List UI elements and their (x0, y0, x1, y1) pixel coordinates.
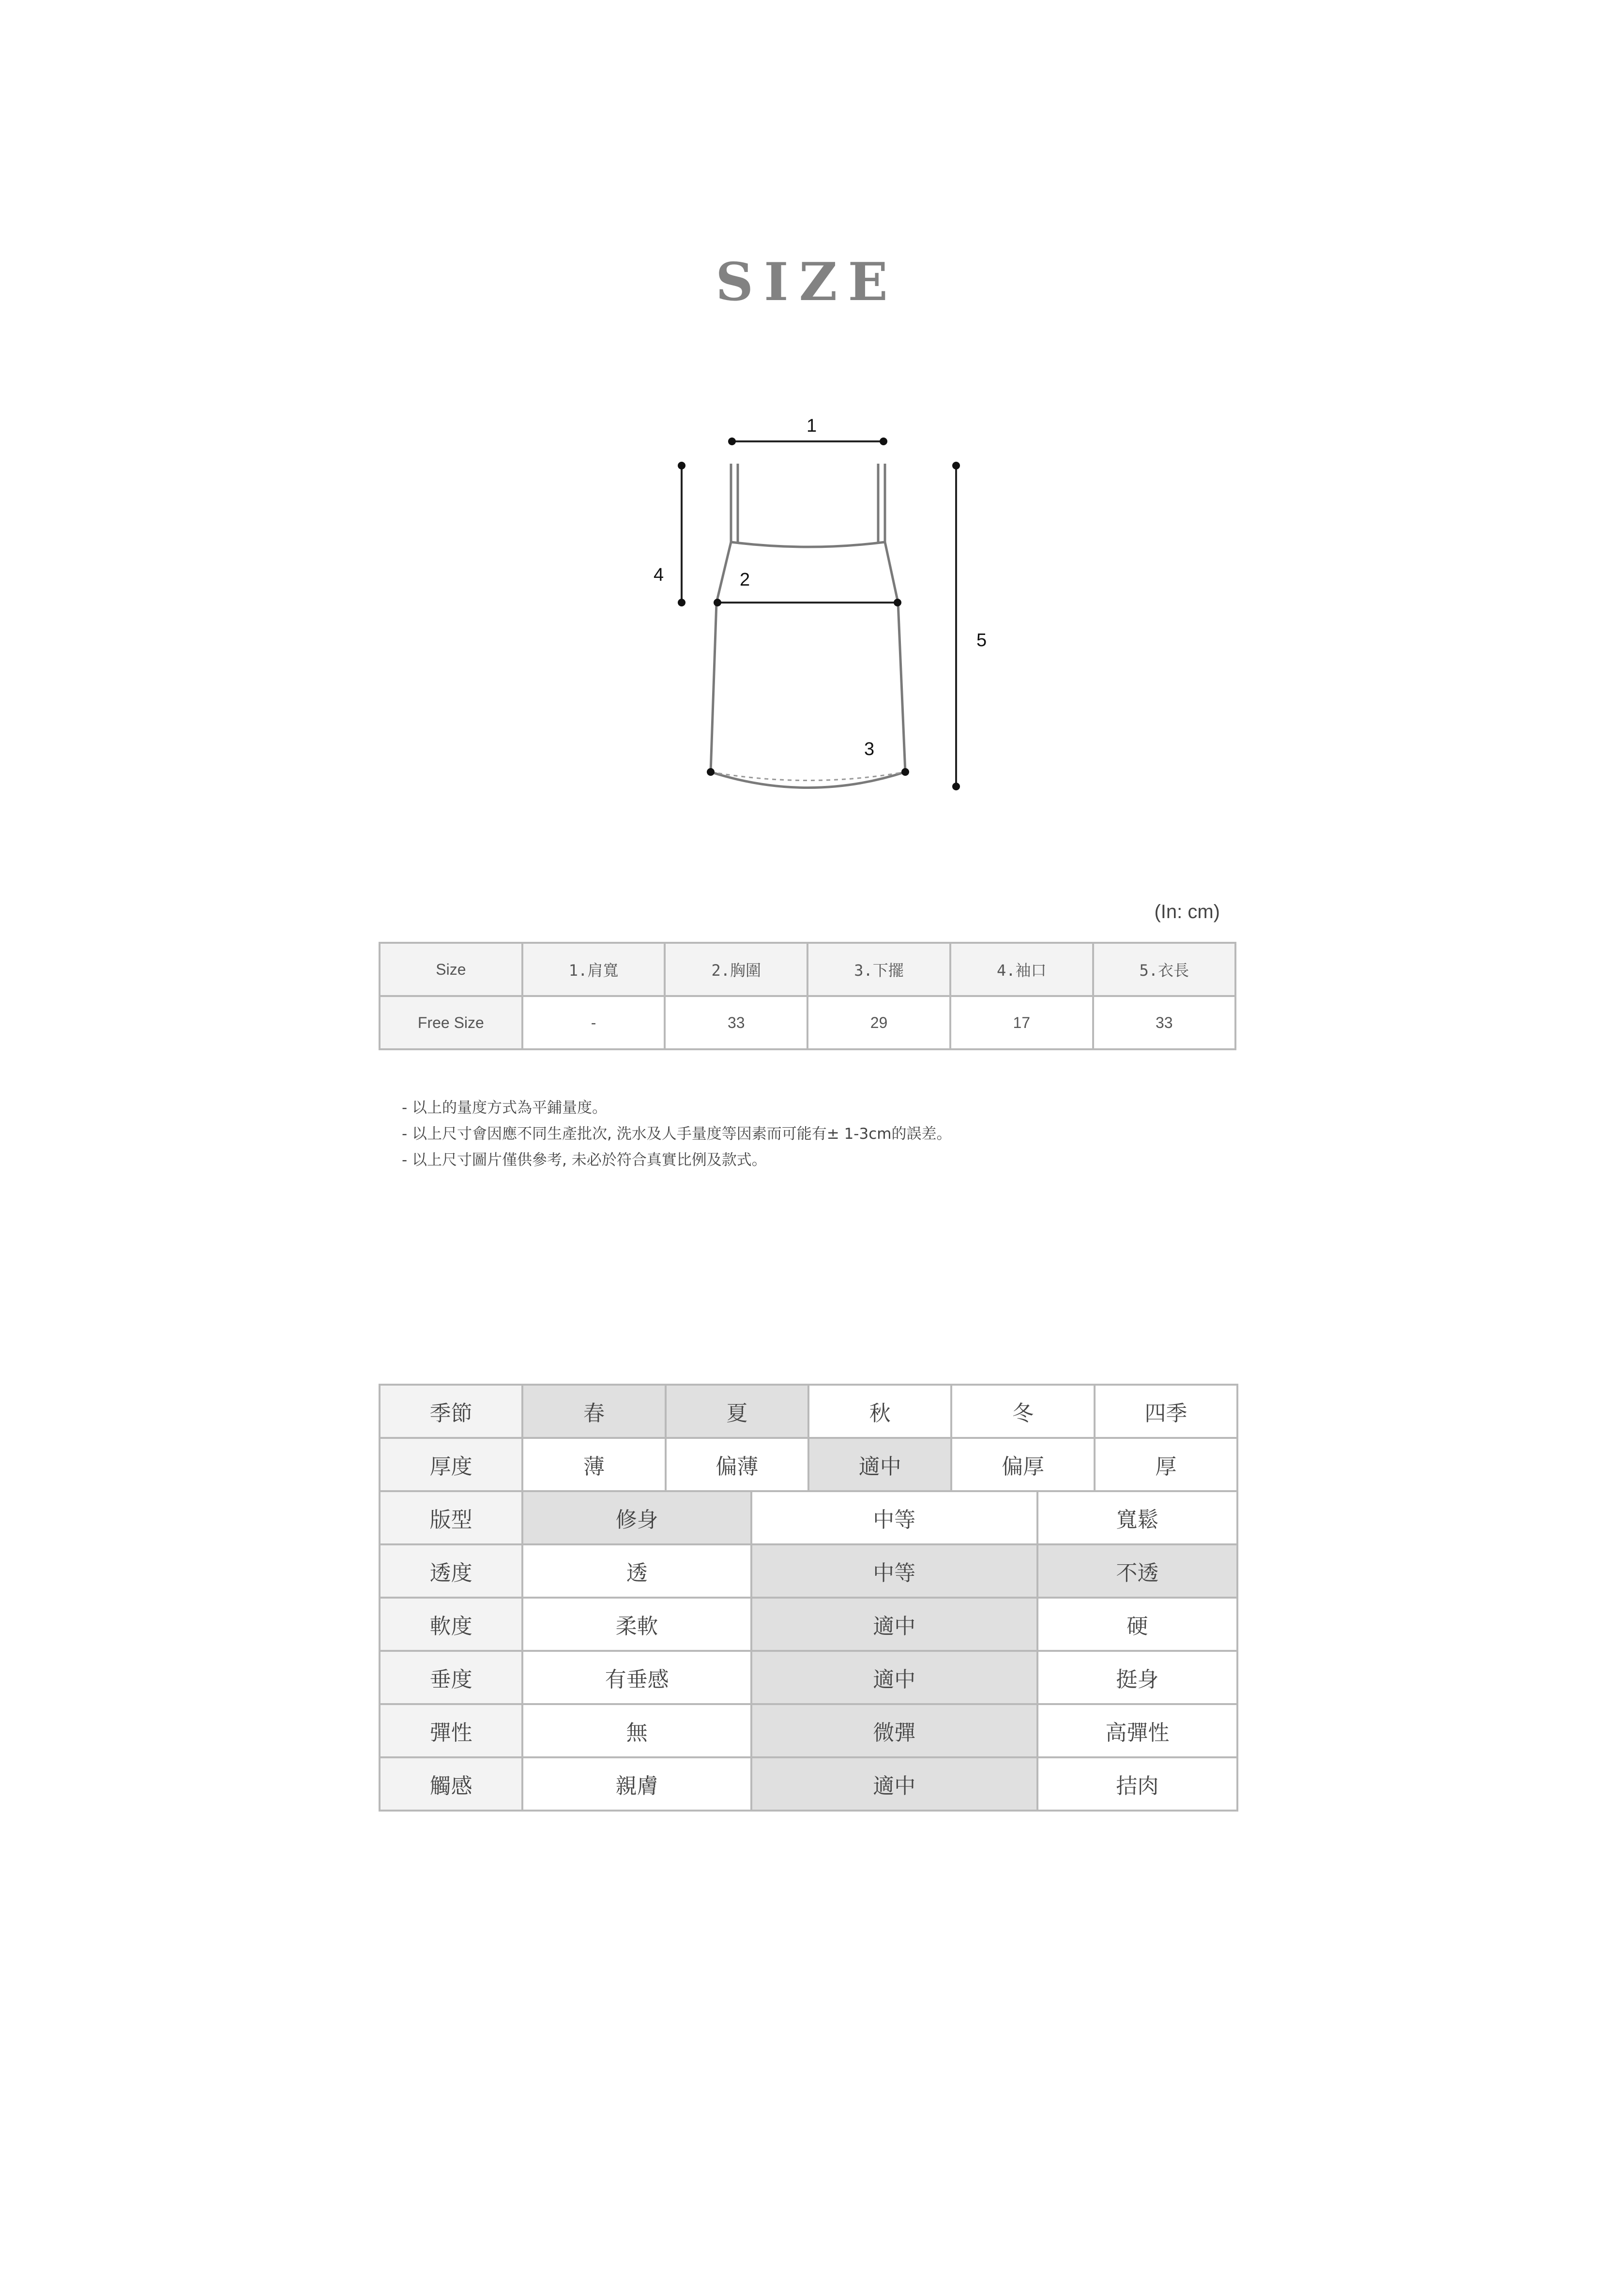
property-option: 適中 (751, 1598, 1037, 1651)
page-title: SIZE (716, 252, 898, 313)
property-label: 季節 (380, 1385, 522, 1438)
measure-label-3: 3 (864, 739, 875, 759)
note-line: - 以上尺寸圖片僅供參考, 未必於符合真實比例及款式。 (402, 1151, 767, 1169)
property-row-fit (380, 1491, 1237, 1544)
header-cell: 3.下擺 (807, 943, 950, 996)
property-option: 微彈 (751, 1704, 1037, 1757)
property-option: 透 (522, 1544, 751, 1598)
note-line: - 以上的量度方式為平鋪量度。 (402, 1099, 608, 1117)
property-option: 有垂感 (522, 1651, 751, 1704)
measure-label-4: 4 (654, 565, 664, 585)
property-row-elasticity (380, 1704, 1237, 1757)
table-cell: - (522, 996, 665, 1049)
table-cell: 33 (665, 996, 807, 1049)
property-option: 適中 (751, 1757, 1037, 1811)
property-option: 柔軟 (522, 1598, 751, 1651)
property-row-softness (380, 1598, 1237, 1651)
header-cell: 1.肩寬 (522, 943, 665, 996)
property-label: 軟度 (380, 1598, 522, 1651)
property-option: 夏 (666, 1385, 808, 1438)
header-cell: 5.衣長 (1093, 943, 1235, 996)
size-table (379, 942, 1236, 1050)
table-cell: 33 (1093, 996, 1235, 1049)
property-option: 拮肉 (1037, 1757, 1238, 1811)
measure-label-2: 2 (740, 570, 750, 590)
unit-note: (In: cm) (1154, 901, 1220, 922)
property-option: 中等 (751, 1491, 1037, 1544)
property-option: 春 (522, 1385, 665, 1438)
property-option: 不透 (1037, 1544, 1238, 1598)
property-option: 厚 (1095, 1438, 1237, 1491)
garment-measurement-diagram (639, 411, 988, 799)
table-row (380, 996, 1235, 1049)
property-option: 高彈性 (1037, 1704, 1238, 1757)
table-cell: 29 (807, 996, 950, 1049)
property-label: 厚度 (380, 1438, 522, 1491)
property-option: 挺身 (1037, 1651, 1238, 1704)
header-cell: 4.袖口 (950, 943, 1093, 996)
measurement-notes (402, 1095, 951, 1173)
property-option: 親膚 (522, 1757, 751, 1811)
property-option: 寬鬆 (1037, 1491, 1238, 1544)
measure-label-5: 5 (976, 630, 987, 650)
property-option: 中等 (751, 1544, 1037, 1598)
property-option: 無 (522, 1704, 751, 1757)
property-option: 偏薄 (666, 1438, 808, 1491)
header-cell: 2.胸圍 (665, 943, 807, 996)
property-option: 適中 (751, 1651, 1037, 1704)
table-cell: 17 (950, 996, 1093, 1049)
property-option: 偏厚 (951, 1438, 1094, 1491)
property-option: 修身 (522, 1491, 751, 1544)
property-label: 透度 (380, 1544, 522, 1598)
property-option: 硬 (1037, 1598, 1238, 1651)
fabric-properties-table (379, 1384, 1238, 1812)
property-label: 觸感 (380, 1757, 522, 1811)
property-row-drape (380, 1651, 1237, 1704)
property-row-season (380, 1385, 1237, 1438)
property-row-touch (380, 1757, 1237, 1811)
measure-label-1: 1 (807, 416, 817, 436)
property-option: 冬 (951, 1385, 1094, 1438)
property-option: 秋 (808, 1385, 951, 1438)
property-option: 薄 (522, 1438, 665, 1491)
header-cell: Size (380, 943, 522, 996)
property-option: 適中 (808, 1438, 951, 1491)
property-label: 彈性 (380, 1704, 522, 1757)
property-label: 版型 (380, 1491, 522, 1544)
size-table-header (380, 943, 1235, 996)
property-option: 四季 (1095, 1385, 1237, 1438)
table-cell: Free Size (380, 996, 522, 1049)
property-row-transparency (380, 1544, 1237, 1598)
property-row-thickness (380, 1438, 1237, 1491)
property-label: 垂度 (380, 1651, 522, 1704)
note-line: - 以上尺寸會因應不同生產批次, 洗水及人手量度等因素而可能有± 1-3cm的誤差。 (402, 1125, 952, 1143)
